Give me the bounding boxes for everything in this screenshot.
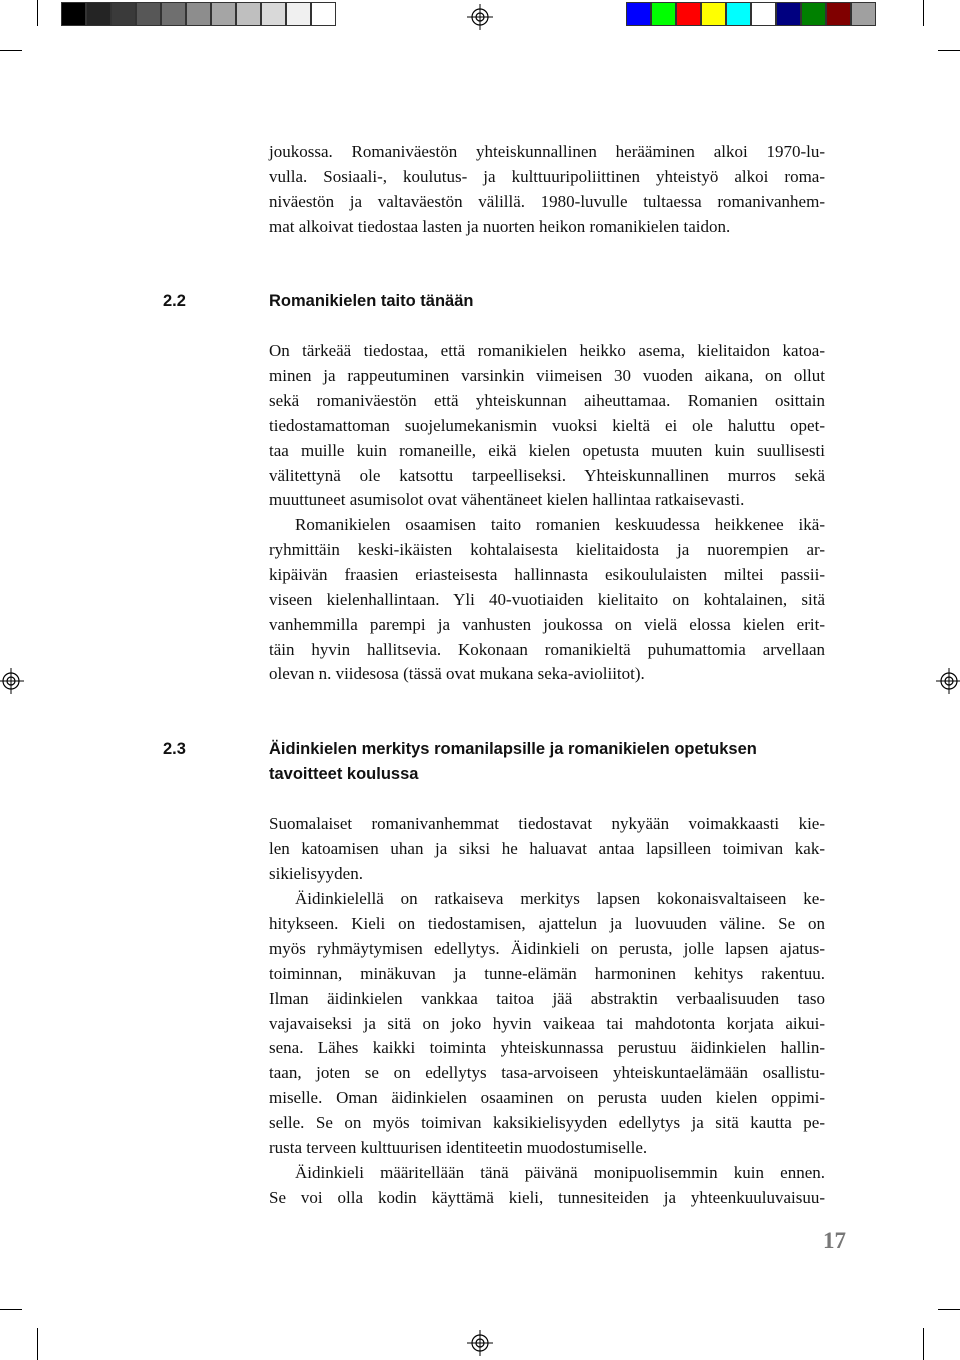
gray-swatch xyxy=(86,2,111,26)
text-line: rusta terveen kulttuurisen identiteetin muodostumiselle. xyxy=(269,1138,648,1158)
text-line: viseen kielenhallintaan. Yli 40-vuotiaiden kielitaito on kohtalainen, sitä xyxy=(269,589,825,609)
section-2-2-paragraph-1 xyxy=(269,339,825,513)
gray-swatch xyxy=(236,2,261,26)
section-heading-2-2 xyxy=(0,289,960,315)
page-number: 17 xyxy=(823,1228,846,1253)
crop-mark-bottom-right-h xyxy=(938,1309,960,1310)
text-line: miselle. Oman äidinkielen osaaminen on perusta uuden kielen oppimi- xyxy=(269,1088,825,1108)
intro-paragraph xyxy=(269,140,825,240)
crop-mark-bottom-left-v xyxy=(37,1328,38,1360)
text-line: Äidinkielellä on ratkaiseva merkitys lapsen kokonaisvaltaiseen ke- xyxy=(295,889,825,908)
color-swatch xyxy=(676,2,701,26)
section-2-3-paragraph-2 xyxy=(269,887,825,1161)
color-swatch xyxy=(701,2,726,26)
gray-swatch xyxy=(311,2,336,26)
text-line: toiminnan, minäkuvan ja tunne-elämän harmoninen kehitys rakentuu. xyxy=(269,963,825,983)
text-line: täin hyvin hallitsevia. Kokonaan romanikieltä puhumattomia arvellaan xyxy=(269,639,825,659)
gray-swatch xyxy=(61,2,86,26)
color-swatch xyxy=(626,2,651,26)
section-heading-2-3 xyxy=(0,737,960,789)
section-title-line-2: tavoitteet koulussa xyxy=(269,764,419,783)
text-line: tiedostamattoman suojelumekanismin vuoksi kieltä ei ole haluttu opet- xyxy=(269,415,825,435)
text-line: hitykseen. Kieli on tiedostamisen, ajattelun ja luovuuden väline. Se on xyxy=(269,913,825,933)
crop-mark-bottom-left-h xyxy=(0,1309,22,1310)
text-line: Äidinkieli määritellään tänä päivänä monipuolisemmin kuin ennen. xyxy=(295,1163,825,1182)
text-line: niväestön ja valtaväestön välillä. 1980-luvulle tultaessa romanivanhem- xyxy=(269,191,825,211)
text-line: taa muille kuin romaneille, eikä kielen opetusta muuten kuin suullisesti xyxy=(269,440,825,460)
registration-mark-right-icon xyxy=(936,668,960,694)
text-line: muuttuneet asumisolot ovat vähentäneet kielen hallintaa ratkaisevasti. xyxy=(269,490,745,510)
gray-swatch xyxy=(261,2,286,26)
text-line: Romanikielen osaamisen taito romanien keskuudessa heikkenee ikä- xyxy=(295,515,825,534)
text-line: sikielisyyden. xyxy=(269,863,363,883)
section-number: 2.3 xyxy=(163,740,186,758)
text-line: Se voi olla kodin käyttämä kieli, tunnesiteiden ja yhteenkuuluvaisuu- xyxy=(269,1187,825,1207)
section-title-line-1: Äidinkielen merkitys romanilapsille ja romanikielen opetuksen xyxy=(269,740,757,758)
gray-swatch xyxy=(286,2,311,26)
crop-mark-top-left-v xyxy=(37,0,38,26)
color-calibration-strip xyxy=(626,2,876,26)
text-line: vanhemmilla parempi ja vanhusten joukossa on vielä elossa kielen erit- xyxy=(269,614,825,634)
gray-swatch xyxy=(211,2,236,26)
color-swatch xyxy=(826,2,851,26)
section-title xyxy=(269,737,829,786)
gray-swatch xyxy=(136,2,161,26)
text-line: olevan n. viidesosa (tässä ovat mukana seka-avioliitot). xyxy=(269,664,645,684)
registration-mark-left-icon xyxy=(0,668,24,694)
section-title: Romanikielen taito tänään xyxy=(269,292,474,310)
text-line: selle. Se on myös toimivan kaksikielisyyden edellytys ja sitä kautta pe- xyxy=(269,1113,825,1133)
text-line: välitettynä ole katsottu tarpeelliseksi. Yhteiskunnallinen murros sekä xyxy=(269,465,825,485)
text-line: ryhmittäin keski-ikäisten kohtalaisesta kielitaidosta ja nuorempien ar- xyxy=(269,539,825,559)
text-line: len katoamisen uhan ja siksi he haluavat antaa lapsilleen toimivan kak- xyxy=(269,838,825,858)
color-swatch xyxy=(651,2,676,26)
text-line: mat alkoivat tiedostaa lasten ja nuorten heikon romanikielen taidon. xyxy=(269,216,731,236)
text-line: Suomalaiset romanivanhemmat tiedostavat nykyään voimakkaasti kie- xyxy=(269,814,825,833)
registration-mark-bottom-icon xyxy=(467,1330,493,1356)
text-line: Ilman äidinkielen vankkaa taitoa jää abstraktin verbaalisuuden taso xyxy=(269,988,825,1008)
text-line: On tärkeää tiedostaa, että romanikielen heikko asema, kielitaidon katoa- xyxy=(269,341,825,360)
section-2-2-paragraph-2 xyxy=(269,513,825,687)
crop-mark-top-right-v xyxy=(923,0,924,26)
section-number: 2.2 xyxy=(163,292,186,310)
text-line: kipäivän fraasien eriasteisesta hallinnasta esikoululaisten miltei passii- xyxy=(269,564,825,584)
section-2-3-paragraph-3 xyxy=(269,1161,825,1211)
crop-mark-top-right-h xyxy=(938,50,960,51)
color-swatch xyxy=(726,2,751,26)
crop-mark-top-left-h xyxy=(0,50,22,51)
gray-swatch xyxy=(111,2,136,26)
text-line: taan, joten se on edellytys tasa-arvoiseen yhteiskuntaelämään osallistu- xyxy=(269,1063,825,1083)
color-swatch xyxy=(776,2,801,26)
text-line: vajavaiseksi ja sitä on joko hyvin vaikeaa tai mahdotonta korjata aikui- xyxy=(269,1013,825,1033)
color-swatch xyxy=(751,2,776,26)
section-2-3-paragraph-1 xyxy=(269,812,825,887)
grayscale-calibration-strip xyxy=(61,2,336,26)
text-line: vulla. Sosiaali-, koulutus- ja kulttuuripoliittinen yhteistyö alkoi roma- xyxy=(269,166,825,186)
color-swatch xyxy=(851,2,876,26)
text-line: myös ryhmäytymisen edellytys. Äidinkieli on perusta, jolle lapsen ajatus- xyxy=(269,938,825,958)
color-swatch xyxy=(801,2,826,26)
text-line: minen ja rappeutuminen varsinkin viimeisen 30 vuoden aikana, on ollut xyxy=(269,365,825,385)
text-line: joukossa. Romaniväestön yhteiskunnallinen herääminen alkoi 1970-lu- xyxy=(269,142,825,161)
gray-swatch xyxy=(186,2,211,26)
text-line: sekä romaniväestön että yhteiskunnan aiheuttamaa. Romanien osittain xyxy=(269,390,825,410)
registration-mark-top-icon xyxy=(467,4,493,30)
gray-swatch xyxy=(161,2,186,26)
text-line: sena. Lähes kaikki toiminta yhteiskunnassa perustuu äidinkielen hallin- xyxy=(269,1038,825,1058)
crop-mark-bottom-right-v xyxy=(923,1328,924,1360)
